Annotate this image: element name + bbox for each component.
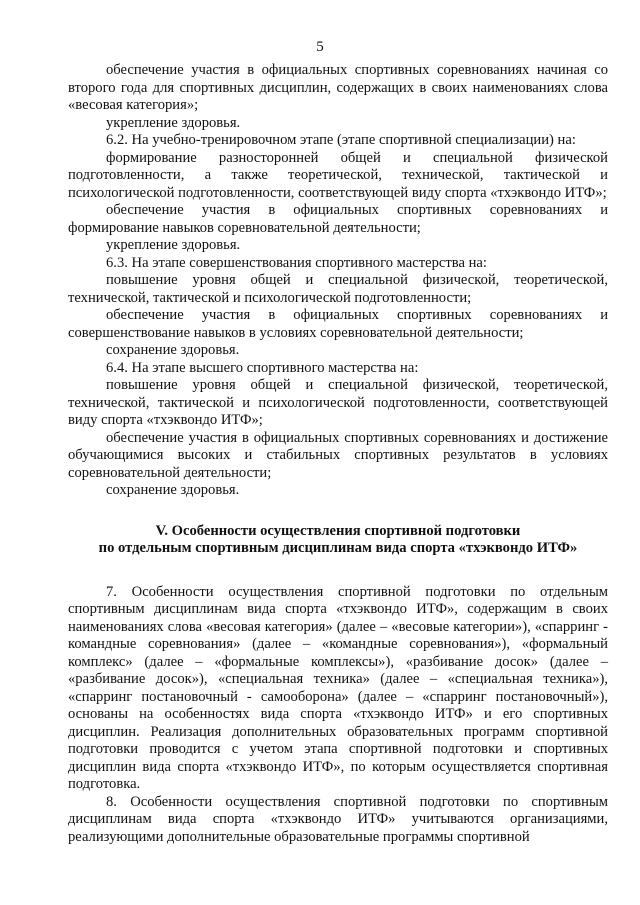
- paragraph: обеспечение участия в официальных спортивных соревнованиях и совершенствование навыков в условиях соревновательной деятельности;: [68, 307, 608, 341]
- paragraph: сохранение здоровья.: [106, 342, 240, 358]
- paragraph-7: 7. Особенности осуществления спортивной подготовки по отдельным спортивным дисциплинам вида спорта «тхэквондо ИТФ», содержащим в своих наименованиях слова «весовая категория» (далее – «весовые категории»), «спарринг - командные соревнования» (далее – «командные соревнования»), «формальный комплекс» (далее – «формальные комплексы»), «разбивание досок» (далее – «разбивание досок»), «специальная техника» (далее – «специальная техника»), «спарринг постановочный - самооборона» (далее – «спарринг постановочный»), основаны на особенностях вида спорта «тхэквондо ИТФ» и его спортивных дисциплин. Реализация дополнительных образовательных программ спортивной подготовки проводится с учетом этапа спортивной подготовки и спортивных дисциплин вида спорта «тхэквондо ИТФ», по которым осуществляется спортивная подготовка.: [68, 583, 608, 792]
- document-body: [68, 62, 608, 846]
- section-heading-line1: V. Особенности осуществления спортивной подготовки: [155, 522, 521, 539]
- paragraph: укрепление здоровья.: [106, 114, 241, 131]
- section-heading-line2: по отдельным спортивным дисциплинам вида спорта «тхэквондо ИТФ»: [98, 540, 578, 556]
- paragraph: 6.3. На этапе совершенствования спортивного мастерства на:: [106, 254, 487, 271]
- page-number: 5: [316, 39, 324, 55]
- paragraph: обеспечение участия в официальных спортивных соревнованиях и достижение обучающимися высоких и стабильных спортивных результатов в условиях соревновательной деятельности;: [68, 429, 608, 481]
- section-heading: [68, 523, 608, 558]
- paragraph: 6.2. На учебно-тренировочном этапе (этапе спортивной специализации) на:: [106, 132, 576, 148]
- paragraph: повышение уровня общей и специальной физической, теоретической, технической, тактической и психологической подготовленности;: [68, 272, 608, 306]
- paragraph: обеспечение участия в официальных спортивных соревнованиях начиная со второго года для спортивных дисциплин, содержащих в своих наименованиях слова «весовая категория»;: [68, 62, 608, 113]
- paragraph: 6.4. На этапе высшего спортивного мастерства на:: [106, 359, 419, 376]
- paragraph: повышение уровня общей и специальной физической, теоретической, технической, тактической и психологической подготовленности, соответствующей виду спорта «тхэквондо ИТФ»;: [68, 377, 608, 428]
- paragraph-8: 8. Особенности осуществления спортивной подготовки по спортивным дисциплинам вида спорта «тхэквондо ИТФ» учитываются организациями, реализующими дополнительные образовательные программы спортивной: [68, 793, 608, 845]
- paragraph: укрепление здоровья.: [106, 237, 241, 253]
- paragraph: обеспечение участия в официальных спортивных соревнованиях и формирование навыков соревновательной деятельности;: [68, 202, 608, 236]
- paragraph: формирование разносторонней общей и специальной физической подготовленности, а также теоретической, технической, тактической и психологической подготовленности, соответствующей виду спорта «тхэквондо ИТФ»;: [68, 149, 608, 201]
- paragraph: сохранение здоровья.: [106, 482, 240, 498]
